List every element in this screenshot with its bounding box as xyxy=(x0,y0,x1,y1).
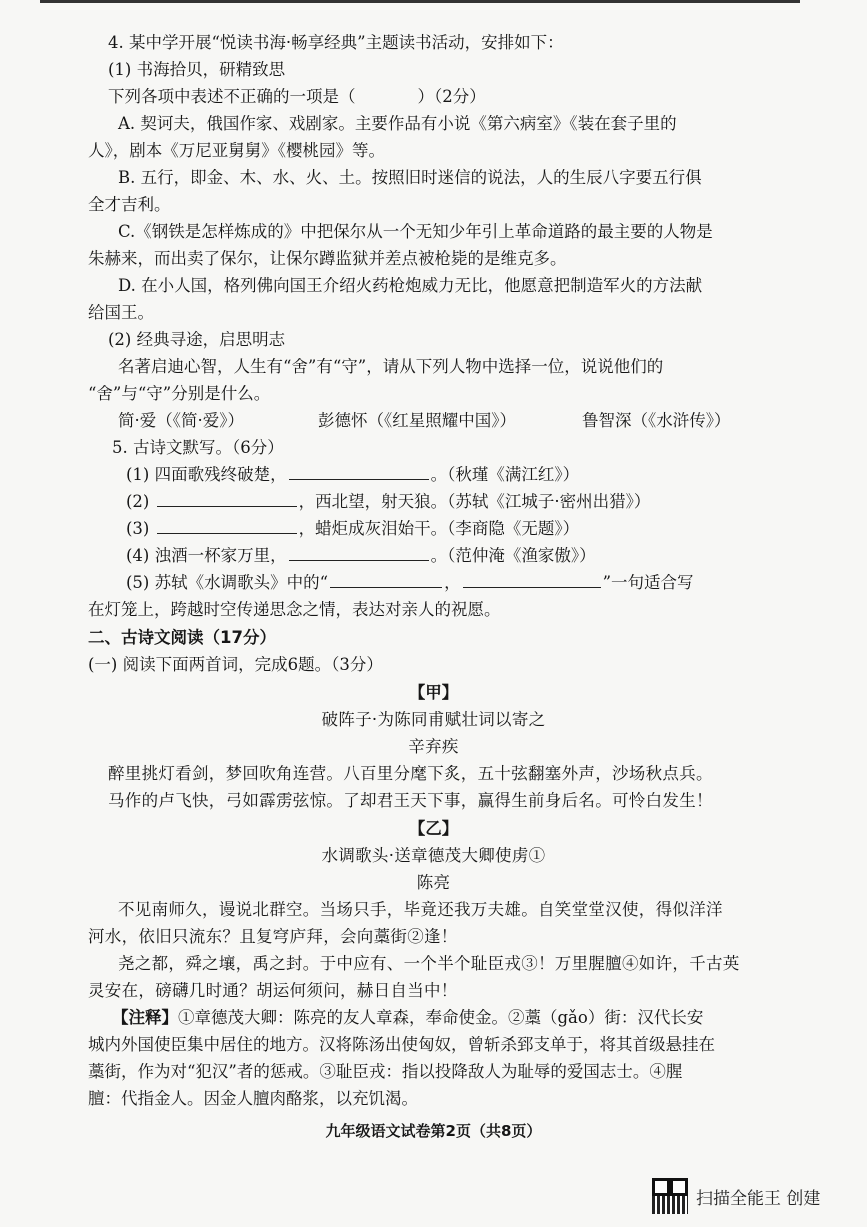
q5-line5-comma: ， xyxy=(444,573,461,592)
scanner-watermark xyxy=(652,1178,820,1214)
prompt-text-a: 下列各项中表述不正确的一项是（ xyxy=(108,87,356,106)
q5-line4-source: 。（范仲淹《渔家傲》） xyxy=(430,546,596,565)
notes-line4: 膻：代指金人。因金人膻肉酪浆，以充饥渴。 xyxy=(88,1089,418,1108)
q5-line2-text: ，西北望，射天狼。（苏轼《江城子·密州出猎》） xyxy=(298,492,651,511)
q5-line1 xyxy=(126,463,579,487)
notes-text1: ①章德茂大卿：陈亮的友人章森，奉命使金。②藁（gǎo）街：汉代长安 xyxy=(178,1008,704,1027)
notes-label: 【注释】 xyxy=(112,1008,178,1027)
q5-line5-text: (5) 苏轼《水调歌头》中的“ xyxy=(126,573,329,592)
answer-blank[interactable] xyxy=(289,544,429,561)
q5-line5-cont: 在灯笼上，跨越时空传递思念之情，表达对亲人的祝愿。 xyxy=(88,600,501,619)
answer-blank[interactable] xyxy=(157,490,297,507)
option-c-line1: C.《钢铁是怎样炼成的》中把保尔从一个无知少年引上革命道路的最主要的人物是 xyxy=(118,222,713,241)
character-option-1: 简·爱（《简·爱》） xyxy=(118,411,244,430)
yi-poem-title: 水调歌头·送章德茂大卿使虏① xyxy=(321,846,546,865)
q5-line1-source: 。（秋瑾《满江红》） xyxy=(430,465,580,484)
jia-label: 【甲】 xyxy=(408,683,459,702)
qr-code-icon xyxy=(652,1178,688,1214)
q5-line5-tail: ”一句适合写 xyxy=(602,573,694,592)
yi-poem-line4: 灵安在，磅礴几时通？胡运何须问，赫日自当中！ xyxy=(88,981,458,1000)
q5-title: 5. 古诗文默写。（6分） xyxy=(112,438,284,457)
q5-line2-num: (2) xyxy=(126,492,150,511)
yi-poem-author: 陈亮 xyxy=(416,873,451,892)
section2-sub1: (一) 阅读下面两首词，完成6题。（3分） xyxy=(88,655,383,674)
q5-line3-num: (3) xyxy=(126,519,150,538)
scan-top-edge xyxy=(40,0,800,11)
section2-title: 二、古诗文阅读（17分） xyxy=(88,628,276,647)
answer-blank[interactable] xyxy=(463,571,601,588)
yi-poem-line2: 河水，依旧只流东？且复穹庐拜，会向藁街②逢！ xyxy=(88,927,458,946)
notes-line2: 城内外国使臣集中居住的地方。汉将陈汤出使匈奴，曾斩杀郅支单于，将其首级悬挂在 xyxy=(88,1035,715,1054)
q5-line3-text: ，蜡炬成灰泪始干。（李商隐《无题》） xyxy=(298,519,580,538)
jia-poem-title: 破阵子·为陈同甫赋壮词以寄之 xyxy=(321,710,546,729)
option-c-line2: 朱赫来，而出卖了保尔，让保尔蹲监狱并差点被枪毙的是维克多。 xyxy=(88,249,567,268)
jia-poem-line1: 醉里挑灯看剑，梦回吹角连营。八百里分麾下炙，五十弦翻塞外声，沙场秋点兵。 xyxy=(108,764,713,783)
watermark-text: 扫描全能王 创建 xyxy=(696,1188,821,1209)
jia-poem-line2: 马作的卢飞快，弓如霹雳弦惊。了却君王天下事，赢得生前身后名。可怜白发生！ xyxy=(108,791,713,810)
page-footer: 九年级语文试卷第2页（共8页） xyxy=(325,1122,542,1140)
q5-line1-text: (1) 四面歌残终破楚， xyxy=(126,465,287,484)
yi-poem-line3: 尧之都，舜之壤，禹之封。于中应有、一个半个耻臣戎③！万里腥膻④如许，千古英 xyxy=(118,954,740,973)
q4-part2-text2: “舍”与“守”分别是什么。 xyxy=(88,384,271,403)
q4-part1-prompt xyxy=(108,85,486,109)
option-a-line2: 人》，剧本《万尼亚舅舅》《樱桃园》等。 xyxy=(88,141,385,160)
option-a-line1: A. 契诃夫，俄国作家、戏剧家。主要作品有小说《第六病室》《装在套子里的 xyxy=(118,114,677,133)
prompt-text-b: ）（2分） xyxy=(417,87,486,106)
option-b-line1: B. 五行，即金、木、水、火、土。按照旧时迷信的说法，人的生辰八字要五行俱 xyxy=(118,168,702,187)
option-b-line2: 全才吉利。 xyxy=(88,195,171,214)
q4-part1-title: (1) 书海拾贝，研精致思 xyxy=(108,60,286,79)
option-d-line2: 给国王。 xyxy=(88,303,154,322)
jia-poem-author: 辛弃疾 xyxy=(408,737,459,756)
q4-part2-title: (2) 经典寻途，启思明志 xyxy=(108,330,286,349)
answer-blank[interactable] xyxy=(289,463,429,480)
q4-title: 4. 某中学开展“悦读书海·畅享经典”主题读书活动，安排如下： xyxy=(108,33,564,52)
q4-part2-text1: 名著启迪心智，人生有“舍”有“守”，请从下列人物中选择一位，说说他们的 xyxy=(118,357,664,376)
answer-blank[interactable] xyxy=(330,571,442,588)
answer-blank[interactable] xyxy=(157,517,297,534)
q5-line4 xyxy=(126,544,596,568)
yi-poem-line1: 不见南师久，谩说北群空。当场只手，毕竟还我万夫雄。自笑堂堂汉使，得似洋洋 xyxy=(118,900,723,919)
q5-line4-text: (4) 浊酒一杯家万里， xyxy=(126,546,287,565)
q5-line2 xyxy=(126,490,650,514)
q5-line5 xyxy=(126,571,694,595)
q5-line3 xyxy=(126,517,579,541)
yi-label: 【乙】 xyxy=(408,819,459,838)
option-d-line1: D. 在小人国，格列佛向国王介绍火药枪炮威力无比，他愿意把制造军火的方法献 xyxy=(118,276,703,295)
notes-line3: 藁街，作为对“犯汉”者的惩戒。③耻臣戎：指以投降敌人为耻辱的爱国志士。④腥 xyxy=(88,1062,683,1081)
notes-line1 xyxy=(112,1006,703,1030)
character-option-3: 鲁智深（《水浒传》） xyxy=(582,411,731,430)
character-option-2: 彭德怀（《红星照耀中国》） xyxy=(318,411,516,430)
